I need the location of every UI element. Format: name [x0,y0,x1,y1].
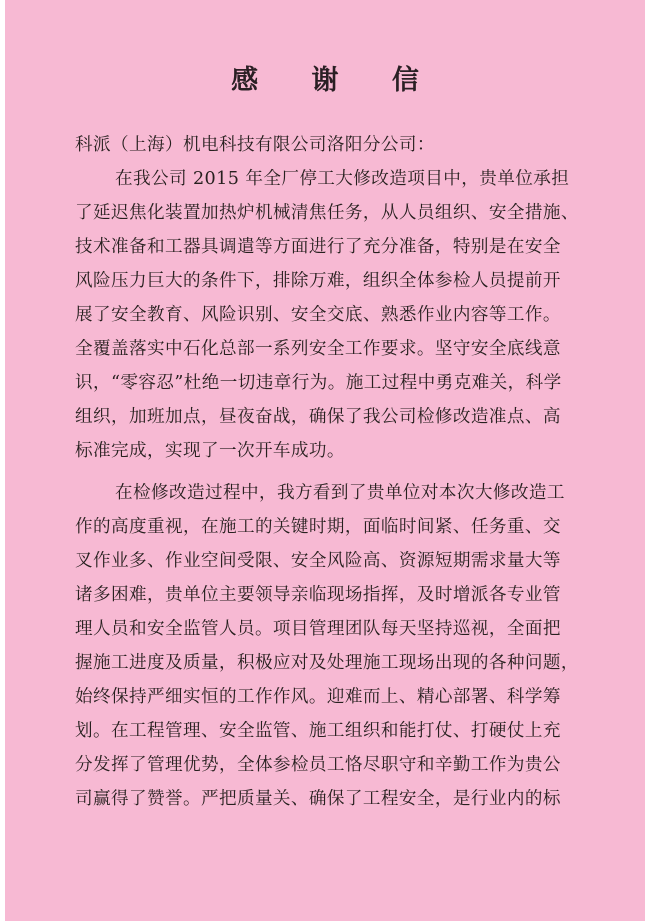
body-line-18: 分发挥了管理优势，全体参检员工恪尽职守和辛勤工作为贵公 [75,755,561,775]
salutation: 科派（上海）机电科技有限公司洛阳分公司： [75,135,435,155]
body-line-12: 叉作业多、作业空间受限、安全风险高、资源短期需求量大等 [75,551,561,571]
letter-title: 感 谢 信 [231,65,441,96]
body-line-1: 在我公司 2015 年全厂停工大修改造项目中，贵单位承担 [115,169,570,189]
body-line-16: 始终保持严细实恒的工作作风。迎难而上、精心部署、科学筹 [75,687,561,707]
body-line-9: 标准完成，实现了一次开车成功。 [75,441,345,461]
body-line-13: 诸多困难，贵单位主要领导亲临现场指挥，及时增派各专业管 [75,585,561,605]
body-line-11: 作的高度重视，在施工的关键时期，面临时间紧、任务重、交 [75,517,561,537]
body-line-3: 技术准备和工器具调遣等方面进行了充分准备，特别是在安全 [75,237,561,257]
body-line-15: 握施工进度及质量，积极应对及处理施工现场出现的各种问题， [75,653,579,673]
body-line-5: 展了安全教育、风险识别、安全交底、熟悉作业内容等工作。 [75,305,561,325]
body-line-2: 了延迟焦化装置加热炉机械清焦任务，从人员组织、安全措施、 [75,203,579,223]
letter-page [5,0,645,921]
body-line-10: 在检修改造过程中，我方看到了贵单位对本次大修改造工 [115,483,565,503]
body-line-17: 划。在工程管理、安全监管、施工组织和能打仗、打硬仗上充 [75,721,561,741]
body-line-4: 风险压力巨大的条件下，排除万难，组织全体参检人员提前开 [75,271,561,291]
body-line-19: 司赢得了赞誉。严把质量关、确保了工程安全，是行业内的标 [75,789,561,809]
body-line-14: 理人员和安全监管人员。项目管理团队每天坚持巡视，全面把 [75,619,561,639]
body-line-8: 组织，加班加点，昼夜奋战，确保了我公司检修改造准点、高 [75,407,561,427]
body-line-7: 识，“零容忍”杜绝一切违章行为。施工过程中勇克难关，科学 [75,373,562,393]
body-line-6: 全覆盖落实中石化总部一系列安全工作要求。坚守安全底线意 [75,339,561,359]
